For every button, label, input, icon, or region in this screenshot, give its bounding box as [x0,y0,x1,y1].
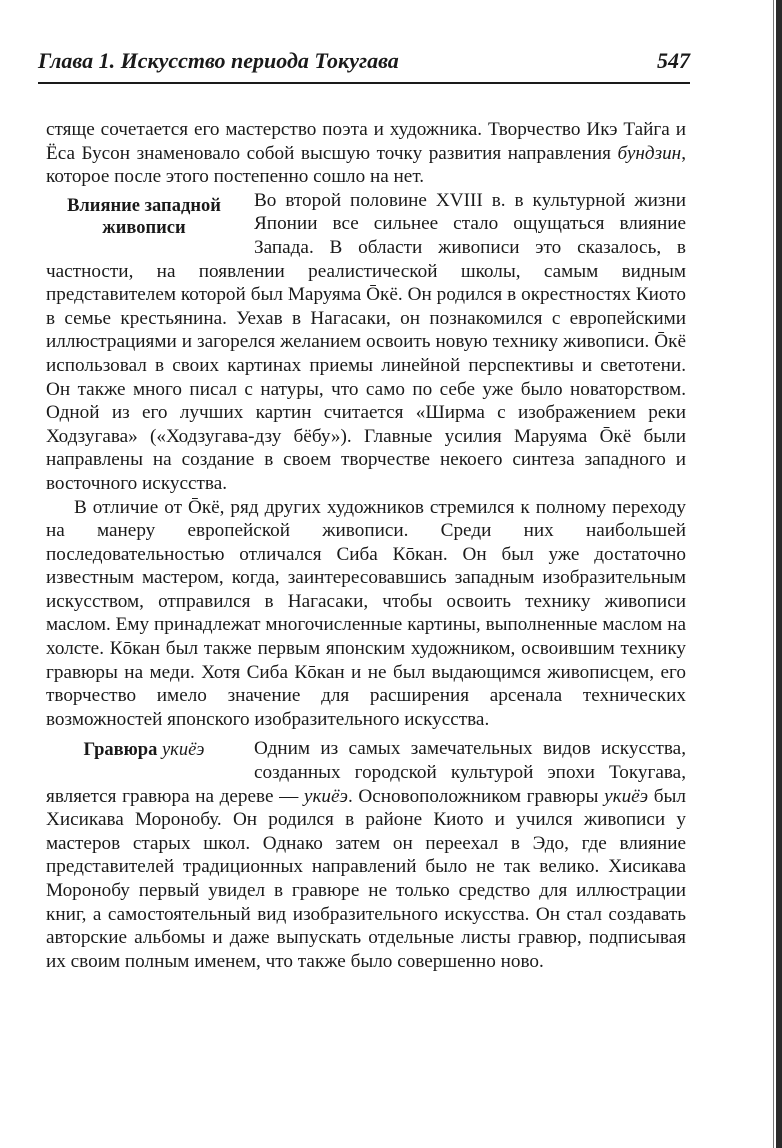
side-heading-western-influence: Влияние западной живописи [67,195,221,238]
page-body [46,118,686,973]
page-number: 547 [657,48,690,73]
paragraph-text: , которое после этого постепенно сошло на нет. [46,142,686,188]
italic-term: укиёэ [604,785,649,807]
section-western-influence [46,189,686,496]
book-spine-edge [776,0,782,1148]
book-spine-line [773,0,774,1148]
paragraph-shiba-kokan: В отличие от Ōкё, ряд других художников стремился к полному переходу на манеру европейской живописи. Среди них наибольшей последовательностью отличался Сиба Кōкан. Он был уже достаточно известным мастером, когда, заинтересовавшись западным изобразительным искусством, отправился в Нагасаки, чтобы освоить технику живописи маслом. Ему принадлежат многочисленные картины, выполненные маслом на холсте. Кōкан был также первым японским художником, освоившим технику гравюры на меди. Хотя Сиба Кōкан и не был выдающимся живописцем, его творчество имело значение для расширения арсенала технических возможностей японского изобразительного искусства. [46,496,686,730]
paragraph-continued [46,118,686,189]
paragraph-text: Во второй половине XVIII в. в культурной жизни Японии все сильнее стало ощущаться влияние Запада. В области живописи это сказалось, в частности, на появлении реалистической школы, самым видным представителем которой был Маруяма Ōкё. Он родился в окрестностях Киото в семье крестьянина. Уехав в Нагасаки, он познакомился с европейскими иллюстрациями и загорелся желанием освоить новую технику живописи. Ōкё использовал в своих картинах приемы линейной перспективы и светотени. Он также много писал с натуры, что само по себе уже было новаторством. Одной из его лучших картин считается «Ширма с изображением реки Ходзугава» («Ходзугава-дзу бёбу»). Главные усилия Маруяма Ōкё были направлены на создание в своем творчестве некоего синтеза западного и восточного искусства. [46,189,686,494]
paragraph-text: был Хисикава Моронобу. Он родился в районе Киото и учился живописи у мастеров старых школ. Однако затем он переехал в Эдо, где влияние представителей традиционных направлений было не так велико. Хисикава Моронобу первый увидел в гравюре не только средство для иллюстрации книг, а самостоятельный вид изобразительного искусства. Он стал создавать авторские альбомы и даже выпускать отдельные листы гравюр, подписывая их своим полным именем, что также было совершенно ново. [46,785,686,972]
paragraph-text: стяще сочетается его мастерство поэта и художника. Творчество Икэ Тайга и Ёса Бусон знаменовало собой высшую точку развития направления [46,119,686,164]
italic-term: укиёэ [303,785,348,807]
side-heading-text: Гравюра [83,740,162,761]
running-header [38,48,690,80]
italic-term: бундзин [617,142,682,164]
side-heading-italic: укиёэ [161,740,205,761]
header-rule [38,82,690,84]
side-heading-ukiyoe [46,739,242,761]
paragraph-text: Одним из самых замечательных видов искусства, созданных городской культурой эпохи Токугава, является гравюра на дереве — [46,738,686,807]
paragraph-text: . Основоположником гравюры [347,785,605,807]
chapter-title: Глава 1. Искусство периода Токугава [38,48,399,73]
section-ukiyoe [46,737,686,973]
